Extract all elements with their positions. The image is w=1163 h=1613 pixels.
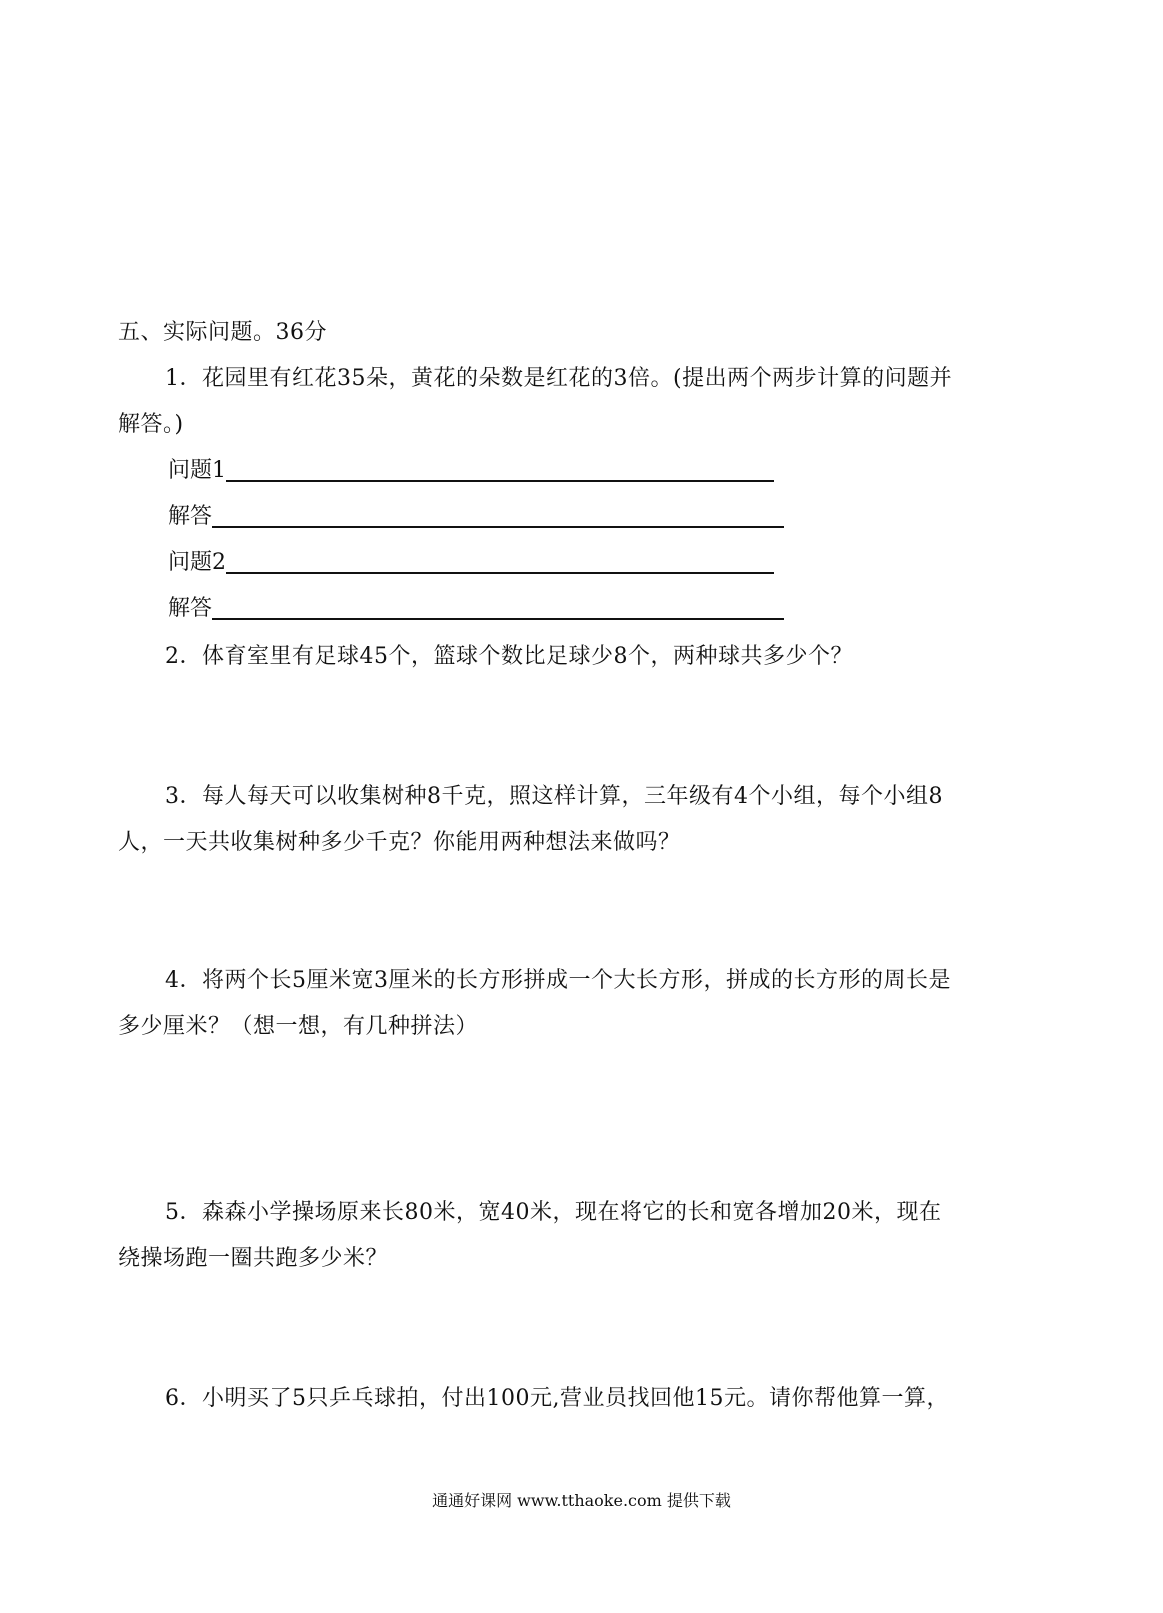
question-1-blank-3 (168, 548, 774, 578)
question-2-line-1: 2．体育室里有足球45个，篮球个数比足球少8个，两种球共多少个？ (165, 644, 853, 669)
blank-label: 问题2 (168, 550, 226, 575)
question-6-line-1: 6．小明买了5只乒乓球拍，付出100元,营业员找回他15元。请你帮他算一算， (165, 1386, 949, 1411)
blank-label: 问题1 (168, 458, 226, 483)
question-1-blank-2 (168, 502, 784, 532)
answer-line (212, 618, 784, 620)
question-3-line-1: 3．每人每天可以收集树种8千克，照这样计算，三年级有4个小组，每个小组8 (165, 784, 943, 809)
answer-line (212, 526, 784, 528)
question-1-blank-1 (168, 456, 774, 486)
question-5-line-2: 绕操场跑一圈共跑多少米？ (118, 1246, 389, 1271)
blank-label: 解答 (168, 596, 213, 621)
question-1-line-1: 1．花园里有红花35朵，黄花的朵数是红花的3倍。(提出两个两步计算的问题并 (165, 366, 953, 391)
answer-line (226, 480, 774, 482)
question-1-blank-4 (168, 594, 784, 624)
question-4-line-1: 4．将两个长5厘米宽3厘米的长方形拼成一个大长方形，拼成的长方形的周长是 (165, 968, 951, 993)
section-title: 五、实际问题。36分 (118, 320, 327, 345)
question-3-line-2: 人，一天共收集树种多少千克？你能用两种想法来做吗？ (118, 830, 681, 855)
question-4-line-2: 多少厘米？（想一想，有几种拼法） (118, 1014, 479, 1039)
blank-label: 解答 (168, 504, 213, 529)
question-1-line-2: 解答。) (118, 412, 184, 437)
question-5-line-1: 5．森森小学操场原来长80米，宽40米，现在将它的长和宽各增加20米，现在 (165, 1200, 942, 1225)
answer-line (226, 572, 774, 574)
footer-credit: 通通好课网 www.tthaoke.com 提供下载 (432, 1491, 731, 1510)
